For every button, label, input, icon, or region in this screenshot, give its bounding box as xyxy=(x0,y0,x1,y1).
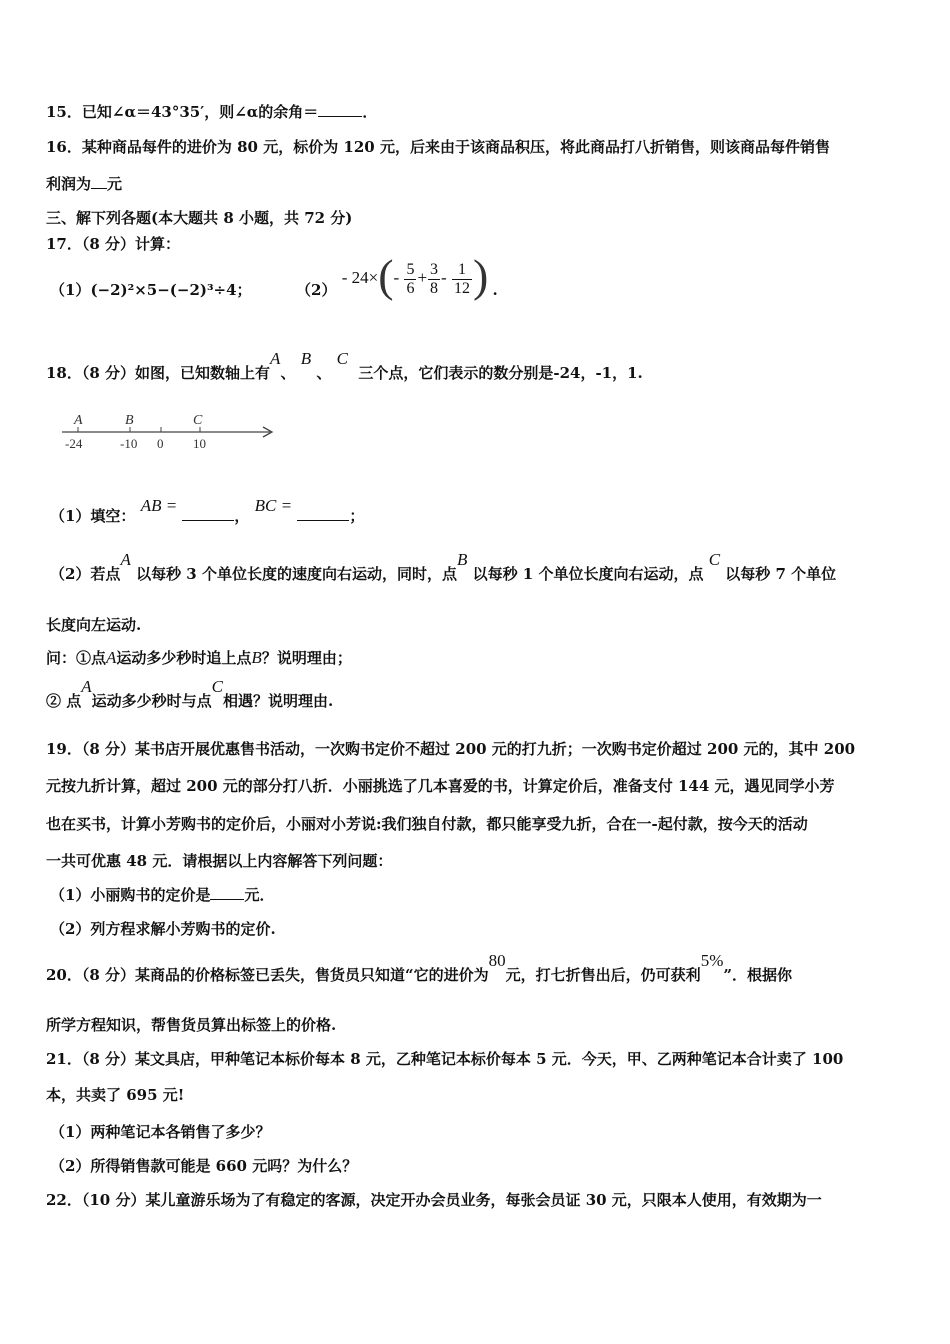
question-21-sub2: （2）所得销售款可能是 660 元吗？为什么？ xyxy=(50,1157,358,1175)
question-16-line1: 16．某种商品每件的进价为 80 元，标价为 120 元，后来由于该商品积压，将此商品打八折销售，则该商品每件销售 xyxy=(46,138,830,156)
fraction-3-8: $\frac{3}{8}$ xyxy=(430,260,439,297)
answer-blank xyxy=(318,102,362,117)
question-18-fill: （1）填空： AB = ， BC = ； xyxy=(50,496,365,525)
question-16-line2: 利润为 元 xyxy=(46,175,123,193)
answer-blank xyxy=(91,174,107,189)
tick-label-c: 10 xyxy=(193,436,206,451)
question-18-part2-line2: 长度向左运动. xyxy=(46,616,142,634)
fraction-5-6: $\frac{5}{6}$ xyxy=(406,260,415,297)
section-heading: 三、解下列各题(本大题共 8 小题，共 72 分) xyxy=(46,209,353,227)
question-20-line2: 所学方程知识，帮售货员算出标签上的价格. xyxy=(46,1016,337,1034)
question-19-line3: 也在买书，计算小芳购书的定价后，小丽对小芳说:我们独自付款，都只能享受九折，合在一-起付款，按今天的活动 xyxy=(46,815,808,833)
label-a: A xyxy=(74,413,83,428)
question-17-head: 17．（8 分）计算： xyxy=(46,235,181,253)
answer-blank-ab xyxy=(182,506,234,521)
question-18-head: 18．（8 分）如图，已知数轴上有A、 B 、 C 三个点，它们表示的数分别是-24，-1，1. xyxy=(46,349,643,382)
question-18-part2: （2）若点A 以每秒 3 个单位长度的速度向右运动，同时，点B 以每秒 1 个单位长度向右运动，点 C 以每秒 7 个单位 xyxy=(50,550,837,583)
question-20-line1: 20．（8 分）某商品的价格标签已丢失，售货员只知道“它的进价为80元，打七折售出后，仍可获利5%”．根据你 xyxy=(46,951,792,984)
question-19-sub1: （1）小丽购书的定价是 元． xyxy=(50,886,275,904)
tick-label-a: -24 xyxy=(65,436,83,451)
tick-label-zero: 0 xyxy=(157,436,164,451)
expression-1: (−2)²×5−(−2)³÷4； xyxy=(90,281,252,299)
tick-label-b: -10 xyxy=(120,436,138,451)
number-line-figure xyxy=(60,404,280,454)
question-19-line4: 一共可优惠 48 元．请根据以上内容解答下列问题： xyxy=(46,852,393,870)
question-19-sub2: （2）列方程求解小芳购书的定价. xyxy=(50,920,276,938)
answer-blank-bc xyxy=(297,506,349,521)
question-19-line2: 元按九折计算，超过 200 元的部分打八折．小丽挑选了几本喜爱的书，计算定价后，准备支付 144 元，遇见同学小芳 xyxy=(46,777,835,795)
label-c: C xyxy=(193,413,203,428)
question-19-line1: 19．（8 分）某书店开展优惠售书活动，一次购书定价不超过 200 元的打九折；一次购书定价超过 200 元的，其中 200 xyxy=(46,740,856,758)
question-22-line1: 22．（10 分）某儿童游乐场为了有稳定的客源，决定开办会员业务，每张会员证 30 元，只限本人使用，有效期为一 xyxy=(46,1191,822,1209)
label-b: B xyxy=(125,413,134,428)
question-21-line1: 21．（8 分）某文具店，甲种笔记本标价每本 8 元，乙种笔记本标价每本 5 元．今天，甲、乙两种笔记本合计卖了 100 xyxy=(46,1050,844,1068)
question-18-ask2: ② 点A运动多少秒时与点C相遇？说明理由. xyxy=(46,677,334,710)
question-17-parts: （1）(−2)²×5−(−2)³÷4； （2） - 24×(- $\frac{5}{6}$ + $\frac{3}{8}$ - $\frac{1}{12}$ ) . xyxy=(50,250,498,302)
question-21-line2: 本，共卖了 695 元! xyxy=(46,1086,185,1104)
fraction-1-12: $\frac{1}{12}$ xyxy=(453,260,470,297)
question-15: 15．已知∠α＝43°35′，则∠α的余角＝ ． xyxy=(46,103,378,121)
answer-blank xyxy=(210,885,244,900)
question-21-sub1: （1）两种笔记本各销售了多少？ xyxy=(50,1123,271,1141)
question-18-ask1: 问：①点A运动多少秒时追上点B？说明理由； xyxy=(46,648,352,667)
